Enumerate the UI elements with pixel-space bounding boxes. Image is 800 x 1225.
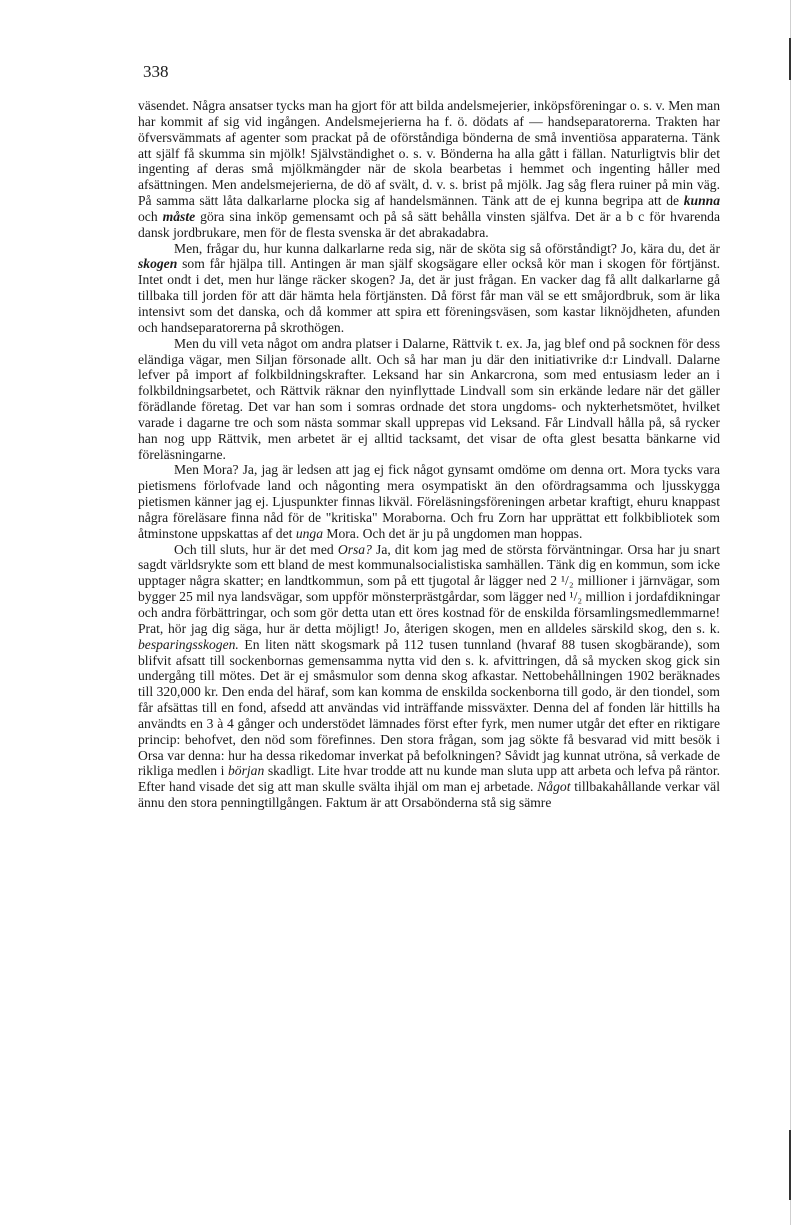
italic-text: besparingsskogen. — [138, 636, 239, 652]
emphasized-text: kunna — [683, 193, 720, 209]
italic-text: Något — [537, 779, 571, 795]
text-run: Men, frågar du, hur kunna dalkarlarne reda sig, när de sköta sig så oförståndigt? Jo, kära du, det är — [174, 240, 720, 256]
text-run: Men du vill veta något om andra platser i Dalarne, Rättvik t. ex. Ja, jag blef ond på socknen för dess eländiga vägar, men Siljan försonade allt. Och så har man ju där den initiativrike d:r Lindvall. Dalarne lefver på import af folkbildningskrafter. Leksand har sin Ankarcrona, som med entusiasm leder an i folkbildningsarbetet, och Rättvik räknar den nyinflyttade Lindvall som sin erkände ledare när det gäller förädlande företag. Det var han som i somras ordnade det stora ungdoms- och nykterhetsmötet, hvilket varade i dagarne tre och som nästa sommar skall upprepas vid Leksand. Får Lindvall hålla på, så rycker han nog upp Rättvik, men arbetet är ej alltid tacksamt, det visar de ofta glest besatta bänkarne vid föreläsningarne. — [138, 335, 720, 462]
text-run: En liten nätt skogsmark på 112 tusen tunnland (hvaraf 88 tusen skogbärande), som blifvit afsatt till sockenbornas gemensamma nytta vid den s. k. afvittringen, då så mycken skog gick sin undergång till mötes. Det är ej småsmulor som denna skog afkastar. Nettobehållningen 1902 beräknades till 320,000 kr. Den enda del häraf, som kan komma de enskilda sockenborna till godo, är den tiondel, som får afsättas till en fond, afsedd att användas vid inträffande missväxter. Denna del af fonden lär hittills ha användts en 3 à 4 gånger och understödet lämnades först efter fyrk, men numer utgår det efter en riktigare princip: behofvet, den nöd som förefinnes. Den stora frågan, som jag sökte få besvarad vid mitt besök i Orsa var denna: hur ha dessa rikedomar inverkat på befolkningen? Såvidt jag kunnat utröna, så verkade de rikliga medlen i — [138, 636, 720, 779]
text-run: som får hjälpa till. Antingen är man själf skogsägare eller också kör man i skogen för förtjänst. Intet ondt i det, men hur länge räcker skogen? Ja, det är just frågan. En vacker dag få allt dalkarlarne gå tillbaka till jorden för att där hämta hela förtjänsten. Då först får man väl se ett småjordbruk, som är lika intensivt som det danska, och då kommer att spira ett föreningsväsen, som kastar liknöjdheten, afunden och handseparatorerna på skrothögen. — [138, 256, 720, 335]
text-run: Ja, dit kom jag med de största förväntningar. Orsa har ju snart sagdt världsrykte som ett bland de mest kommunalsocialistiska samhällen. Tänk dig en kommun, som icke upptager några skatter; en landtkommun, som på ett tjugotal år lägger ned 2 ¹/₂ millioner i järnvägar, som bygger 25 mil nya landsvägar, som uppför mönsterprästgårdar, som lägger ned ¹/₂ million i jordafdikningar och andra förbättringar, och som gör detta utan ett öres kostnad för de enskilda församlingsmedlemmarne! Prat, hör jag dig säga, hur är detta möjligt! Jo, återigen skogen, men en alldeles särskild skog, den s. k. — [138, 541, 720, 636]
text-run: skadligt. Lite hvar trodde att nu kunde man sluta upp att arbeta och lefva på räntor. Efter hand visade det sig att man skulle svälta ihjäl om man ej arbetade. — [138, 763, 721, 795]
body-text — [138, 98, 720, 811]
emphasized-text: måste — [162, 208, 196, 224]
text-run: Men Mora? Ja, jag är ledsen att jag ej fick något gynsamt omdöme om denna ort. Mora tycks vara pietismens förlofvade land och någonting mera osympatiskt än den ofördragsamma och ljusskygga pietismen känner jag ej. Ljuspunkter finnas likväl. Föreläsningsföreningen arbetar kraftigt, ehuru knappast några föreläsare finna nåd för de "kritiska" Moraborna. Och fru Zorn har upprättat ett folkbibliotek som åtminstone uppskattas af det — [138, 462, 720, 541]
text-run: Och till sluts, hur är det med — [174, 541, 338, 557]
paragraph — [138, 542, 720, 811]
page-edge-mark-bottom — [789, 1130, 791, 1200]
paragraph — [138, 462, 720, 541]
paragraph — [138, 336, 720, 463]
italic-text: unga — [295, 525, 323, 541]
paragraph — [138, 241, 720, 336]
page-edge-mark-top — [789, 38, 791, 80]
text-run: och — [138, 208, 163, 224]
text-run: tillbakahållande verkar väl ännu den stora penningtillgången. Faktum är att Orsabönderna stå sig sämre — [138, 779, 720, 811]
emphasized-text: skogen — [138, 256, 178, 272]
text-run: göra sina inköp gemensamt och på så sätt behålla vinsten själfva. Det är a b c för hvarenda dansk jordbrukare, men för de flesta svenska är det abrakadabra. — [138, 208, 720, 240]
italic-text: början — [228, 763, 265, 779]
text-run: väsendet. Några ansatser tycks man ha gjort för att bilda andelsmejerier, inköpsföreningar o. s. v. Men man har kommit af sig vid ingången. Andelsmejerierna ha f. ö. dödats af — handseparatorerna. Trakten har öfversvämmats af agenter som prackat på de oförståndiga bönderna de små inventiösa apparaterna. Tänk att själf få skumma sin mjölk! Självständighet o. s. v. Bönderna ha alla gått i fällan. Naturligtvis blir det ingenting af deras små mjölkmängder när de skola bearbetas i hemmet och ingenting håller med afsättningen. Men andelsmejerierna, de dö af svält, d. v. s. brist på mjölk. Jag såg flera ruiner på min väg. På samma sätt låta dalkarlarne plocka sig af handelsmännen. Tänk att de ej kunna begripa att de — [138, 98, 720, 209]
page-number: 338 — [143, 62, 169, 81]
page-edge-rule — [790, 0, 791, 1225]
italic-text: Orsa? — [337, 541, 372, 557]
paragraph — [138, 98, 720, 241]
text-run: Mora. Och det är ju på ungdomen man hoppas. — [323, 525, 583, 541]
